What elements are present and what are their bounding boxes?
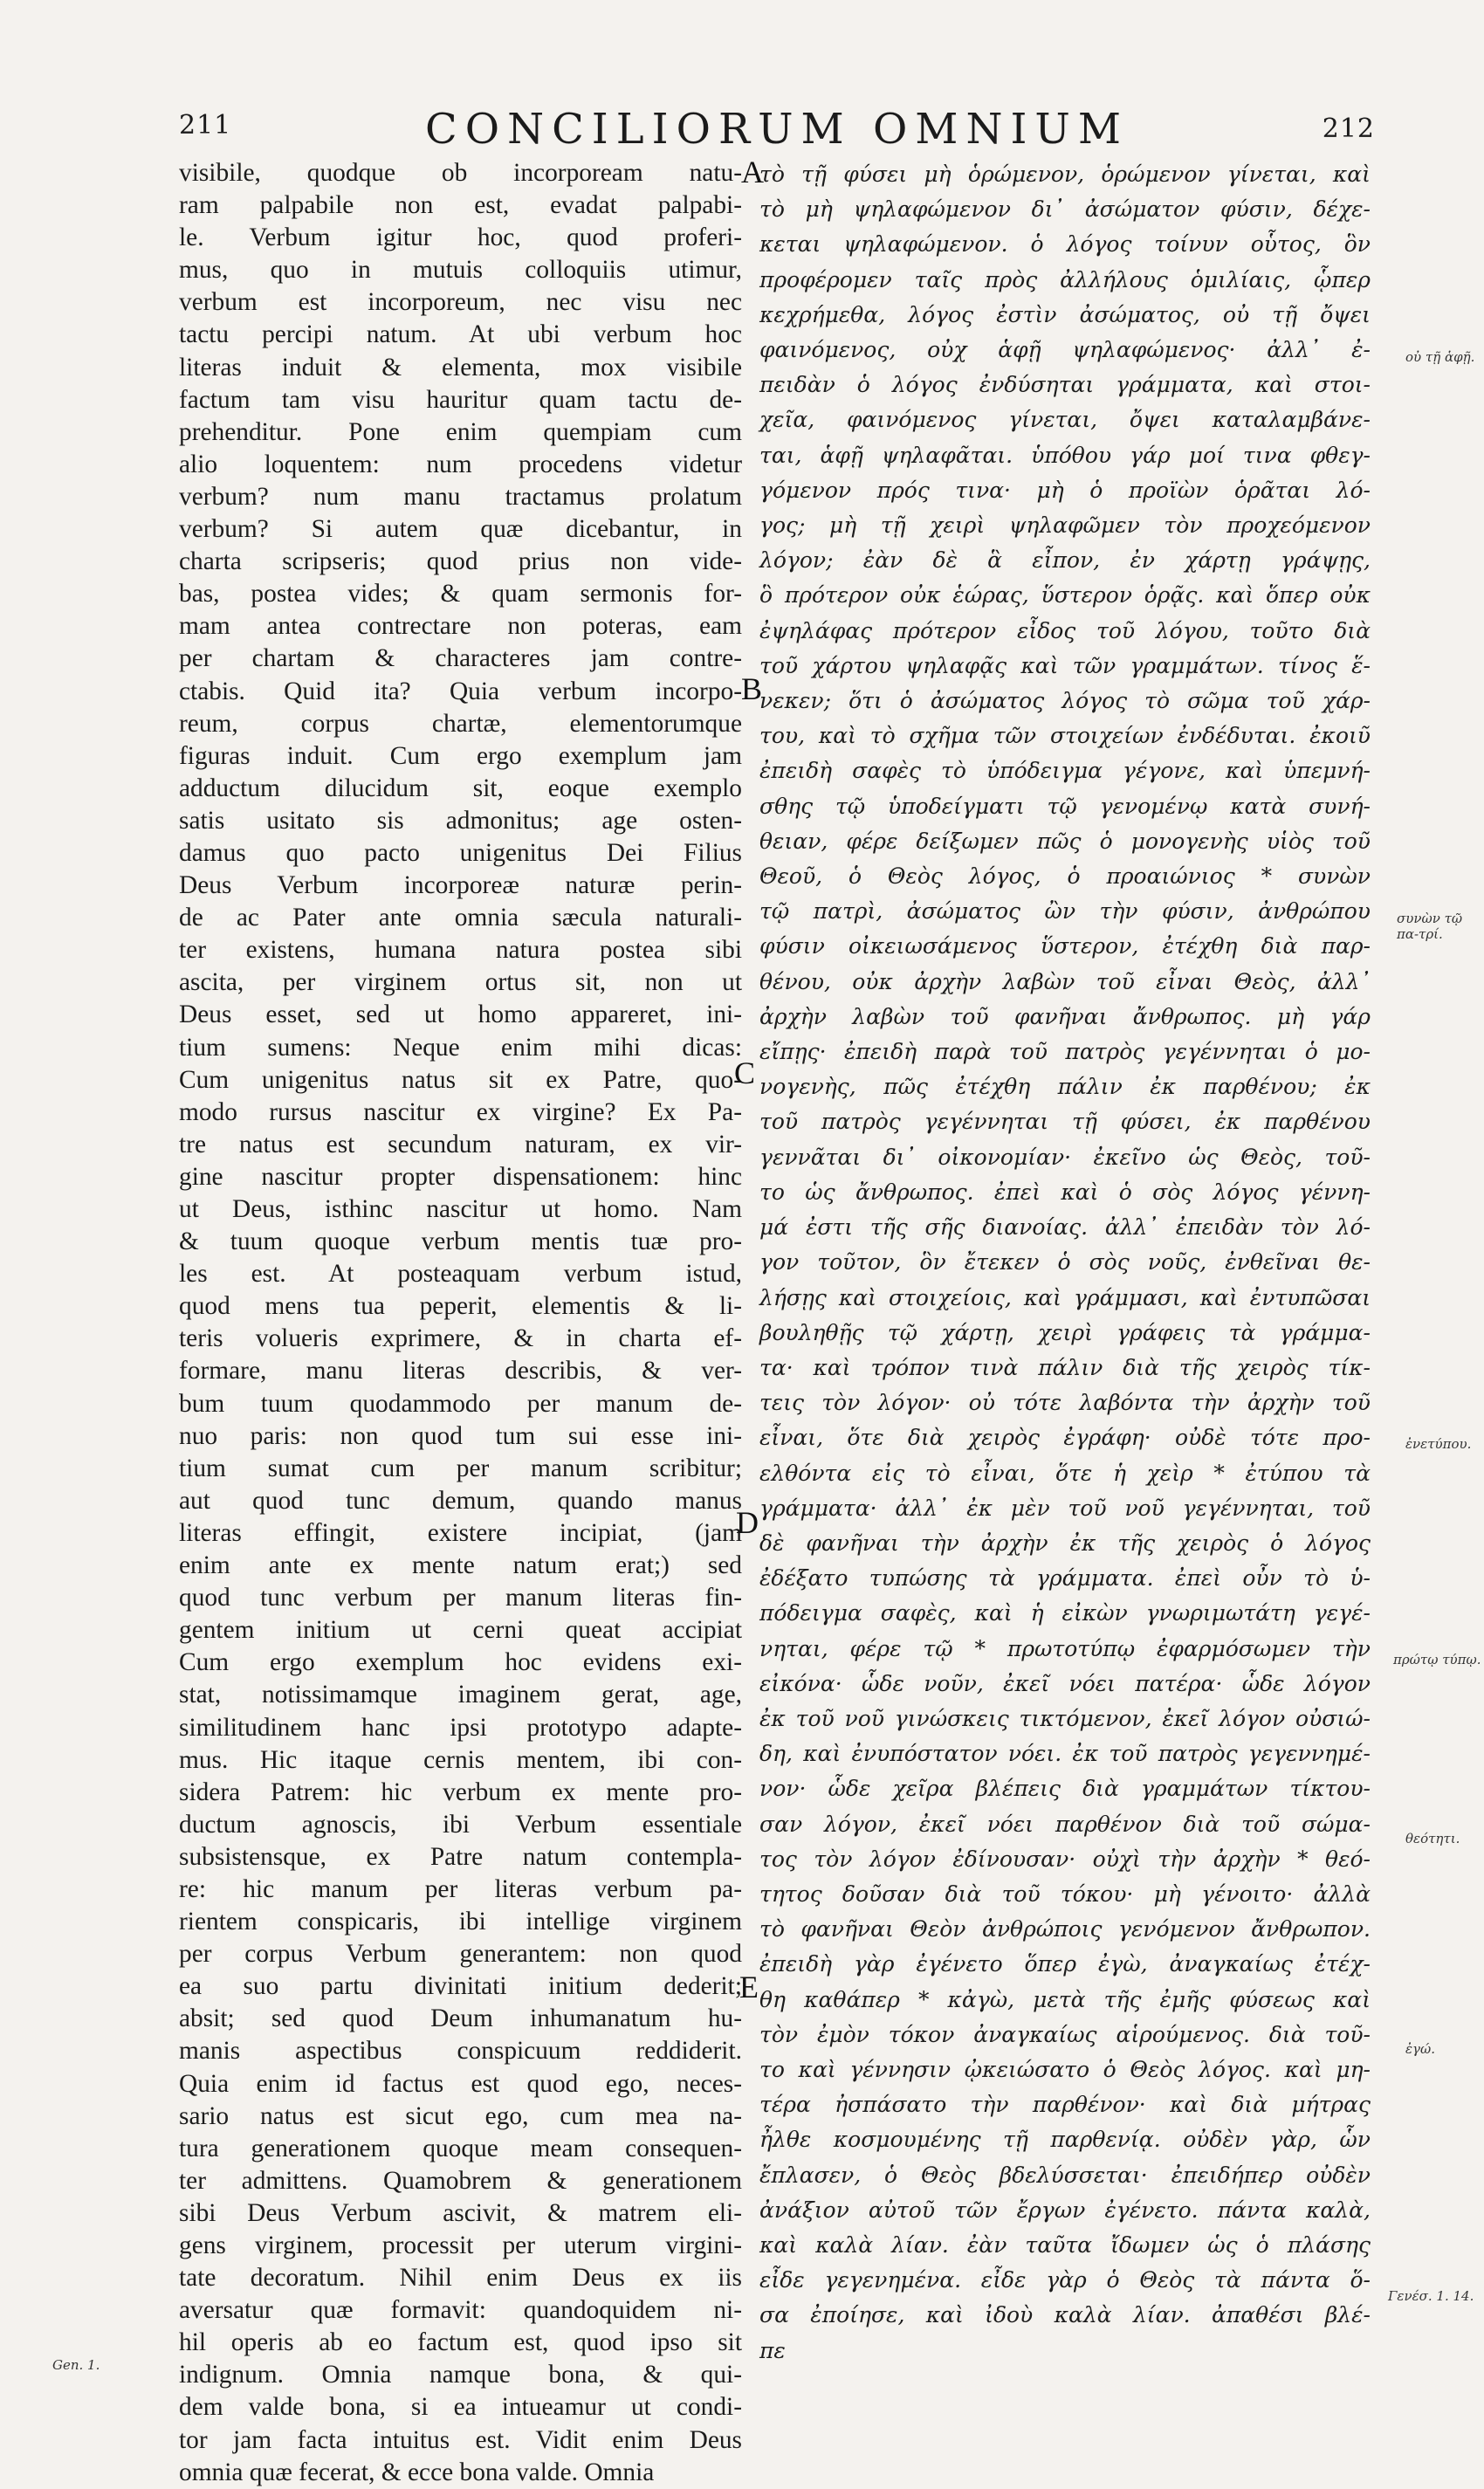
greek-text-line: τὸ μὴ ψηλαφώμενον δι᾽ ἀσώματον φύσιν, δέχε-: [759, 196, 1371, 223]
greek-text-line: πόδειγμα σαφὲς, καὶ ἡ εἰκὼν γνωριμωτάτη γεγέ-: [759, 1600, 1371, 1626]
latin-text-line: & tuum quoque verbum mentis tuæ pro-: [179, 1227, 742, 1256]
latin-text-line: mam antea contrectare non poteras, eam: [179, 612, 742, 641]
greek-text-line: εἶναι, ὅτε διὰ χειρὸς ἐγράφη· οὐδὲ τότε προ-: [759, 1425, 1371, 1451]
latin-text-line: factum tam visu hauritur quam tactu de-: [179, 385, 742, 414]
greek-text-line: τῷ πατρὶ, ἀσώματος ὢν τὴν φύσιν, ἀνθρώπου: [759, 898, 1371, 925]
greek-text-line: φαινόμενος, οὐχ ἁφῇ ψηλαφώμενος· ἀλλ᾽ ἐ-: [759, 337, 1371, 363]
greek-text-line: ἔπλασεν, ὁ Θεὸς βδελύσσεται· ἐπειδήπερ οὐδὲν: [759, 2162, 1371, 2188]
latin-text-line: quod mens tua peperit, elementis & li-: [179, 1292, 742, 1321]
greek-text-line: λήσῃς καὶ στοιχείοις, καὶ γράμμασι, καὶ ἐντυπῶσαι: [759, 1284, 1371, 1310]
section-letter-c: C: [734, 1055, 756, 1090]
latin-text-line: tura generationem quoque meam consequen-: [179, 2134, 742, 2162]
latin-text-line: Deus Verbum incorporeæ naturæ perin-: [179, 871, 742, 900]
latin-text-line: verbum? Si autem quæ dicebantur, in: [179, 515, 742, 544]
greek-text-line: ἀνάξιον αὐτοῦ τῶν ἔργων ἐγένετο. πάντα καλὰ,: [759, 2197, 1371, 2223]
greek-text-line: εἶδε γεγενημένα. εἶδε γὰρ ὁ Θεὸς τὰ πάντα ὅ-: [759, 2267, 1371, 2293]
greek-text-line: σα ἐποίησε, καὶ ἰδοὺ καλὰ λίαν. ἀπαθέσι βλέ-: [759, 2302, 1371, 2328]
latin-text-line: tre natus est secundum naturam, ex vir-: [179, 1130, 742, 1159]
greek-text-line: προφέρομεν ταῖς πρὸς ἀλλήλους ὁμιλίαις, ᾧπερ: [759, 266, 1371, 292]
latin-text-line: gine nascitur propter dispensationem: hinc: [179, 1162, 742, 1191]
greek-text-line: τέρα ἠσπάσατο τὴν παρθένον· καὶ διὰ μήτρας: [759, 2092, 1371, 2118]
latin-text-line: de ac Pater ante omnia sæcula naturali-: [179, 904, 742, 932]
latin-text-line: bum tuum quodammodo per manum de-: [179, 1389, 742, 1418]
latin-text-line: sario natus est sicut ego, cum mea na-: [179, 2101, 742, 2130]
latin-text-line: omnia quæ fecerat, & ecce bona valde. Omnia: [179, 2458, 655, 2486]
greek-text-line: ελθόντα εἰς τὸ εἶναι, ὅτε ἡ χεὶρ * ἐτύπου τὰ: [759, 1460, 1371, 1486]
greek-text-line: τοῦ πατρὸς γεγέννηται τῇ φύσει, ἐκ παρθένου: [759, 1109, 1371, 1135]
latin-text-line: teris volueris exprimere, & in charta ef-: [179, 1324, 742, 1353]
greek-text-line: ἐπειδὴ σαφὲς τὸ ὑπόδειγμα γέγονε, καὶ ὑπεμνή-: [759, 758, 1371, 784]
greek-text-line: θειαν, φέρε δείξωμεν πῶς ὁ μονογενὴς υἱὸς τοῦ: [759, 828, 1371, 854]
latin-text-line: re: hic manum per literas verbum pa-: [179, 1874, 742, 1903]
latin-text-line: figuras induit. Cum ergo exemplum jam: [179, 741, 742, 770]
greek-text-line: ἦλθε κοσμουμένης τῇ παρθενίᾳ. οὐδὲν γὰρ, ὧν: [759, 2127, 1371, 2153]
latin-text-line: rientem conspicaris, ibi intellige virginem: [179, 1908, 742, 1936]
latin-text-line: indignum. Omnia namque bona, & qui-: [179, 2361, 742, 2389]
greek-text-line: εἰκόνα· ὧδε νοῦν, ἐκεῖ νόει πατέρα· ὧδε λόγον: [759, 1670, 1371, 1696]
greek-text-line: Θεοῦ, ὁ Θεὸς λόγος, ὁ προαιώνιος * συνὼν: [759, 863, 1371, 890]
greek-column: [759, 157, 1371, 2375]
greek-text-line: μά ἐστι τῆς σῆς διανοίας. ἀλλ᾽ ἐπειδὰν τὸν λό-: [759, 1214, 1371, 1241]
latin-text-line: gens virginem, processit per uterum virgini-: [179, 2231, 742, 2259]
greek-text-line: τεις τὸν λόγον· οὐ τότε λαβόντα τὴν ἀρχὴν τοῦ: [759, 1390, 1371, 1416]
section-letter-b: B: [741, 671, 763, 706]
section-letter-e: E: [739, 1970, 759, 2004]
left-margin-note: Gen. 1.: [52, 2357, 100, 2373]
latin-text-line: les est. At posteaquam verbum istud,: [179, 1260, 742, 1289]
latin-text-line: modo rursus nascitur ex virgine? Ex Pa-: [179, 1097, 742, 1126]
latin-text-line: dem valde bona, si ea intueamur ut condi-: [179, 2393, 742, 2422]
latin-text-line: manis aspectibus conspicuum reddiderit.: [179, 2037, 742, 2066]
margin-note-5: θεότητι.: [1405, 1831, 1460, 1846]
greek-text-line: βουληθῇς τῷ χάρτῃ, χειρὶ γράφεις τὰ γράμμα-: [759, 1319, 1371, 1345]
latin-text-line: mus, quo in mutuis colloquiis utimur,: [179, 256, 742, 285]
latin-text-line: ter existens, humana natura postea sibi: [179, 936, 742, 965]
latin-text-line: visibile, quodque ob incorpoream natu-: [179, 159, 742, 187]
latin-text-line: tium sumens: Neque enim mihi dicas:: [179, 1033, 742, 1062]
latin-text-line: alio loquentem: num procedens videtur: [179, 450, 742, 478]
latin-text-line: hil operis ab eo factum est, quod ipso sit: [179, 2328, 742, 2357]
greek-text-line: τὸ τῇ φύσει μὴ ὁρώμενον, ὁρώμενον γίνεται, καὶ: [759, 162, 1371, 187]
latin-text-line: literas effingit, existere incipiat, (jam: [179, 1518, 742, 1547]
latin-text-line: ter admittens. Quamobrem & generationem: [179, 2166, 742, 2195]
running-title: CONCILIORUM OMNIUM: [424, 105, 1129, 154]
latin-text-line: adductum dilucidum sit, eoque exemplo: [179, 774, 742, 802]
greek-text-line: σαν λόγον, ἐκεῖ νόει παρθένον διὰ τοῦ σώμα-: [759, 1811, 1371, 1837]
greek-text-line: πε: [759, 2337, 786, 2363]
greek-text-line: λόγον; ἐὰν δὲ ἃ εἶπον, ἐν χάρτῃ γράψῃς,: [759, 547, 1371, 574]
latin-text-line: aversatur quæ formavit: quandoquidem ni-: [179, 2296, 742, 2325]
greek-text-line: ἐπειδὴ γὰρ ἐγένετο ὅπερ ἐγὼ, ἀναγκαίως ἐτέχ-: [759, 1951, 1371, 1977]
greek-text-line: δη, καὶ ἐνυπόστατον νόει. ἐκ τοῦ πατρὸς γεγεννημέ-: [759, 1741, 1371, 1767]
greek-text-line: το καὶ γέννησιν ᾠκειώσατο ὁ Θεὸς λόγος. καὶ μη-: [759, 2056, 1371, 2082]
greek-text-line: γεννᾶται δι᾽ οἰκονομίαν· ἐκεῖνο ὡς Θεὸς, τοῦ-: [759, 1144, 1371, 1170]
greek-text-line: πειδὰν ὁ λόγος ἐνδύσηται γράμματα, καὶ στοι-: [759, 372, 1371, 398]
greek-text-line: θη καθάπερ * κἀγὼ, μετὰ τῆς ἐμῆς φύσεως καὶ: [759, 1986, 1371, 2012]
latin-text-line: prehenditur. Pone enim quempiam cum: [179, 417, 742, 446]
margin-note-6: ἐγώ.: [1405, 2041, 1436, 2057]
latin-text-line: stat, notissimamque imaginem gerat, age,: [179, 1681, 742, 1709]
latin-text-line: ram palpabile non est, evadat palpabi-: [179, 191, 742, 220]
greek-text-line: τὸν ἐμὸν τόκον ἀναγκαίως αἱρούμενος. διὰ τοῦ-: [759, 2021, 1371, 2047]
greek-text-line: του, καὶ τὸ σχῆμα τῶν στοιχείων ἐνδέδυται. ἐκοιῦ: [759, 723, 1371, 749]
latin-text-line: gentem initium ut cerni queat accipiat: [179, 1616, 742, 1645]
latin-text-line: tium sumat cum per manum scribitur;: [179, 1454, 742, 1482]
latin-text-line: Deus esset, sed ut homo appareret, ini-: [179, 1000, 742, 1029]
greek-text-line: εἴπῃς· ἐπειδὴ παρὰ τοῦ πατρὸς γεγέννηται ὁ μο-: [759, 1039, 1371, 1065]
margin-note-3: ἐνετύπου.: [1405, 1436, 1472, 1452]
greek-text-line: τοῦ χάρτου ψηλαφᾷς καὶ τῶν γραμμάτων. τίνος ἕ-: [759, 652, 1371, 678]
latin-text-line: quod tunc verbum per manum literas fin-: [179, 1584, 742, 1612]
greek-text-line: τος τὸν λόγον ἐδίνουσαν· οὐχὶ τὴν ἀρχὴν * θεό-: [759, 1846, 1371, 1872]
section-letter-d: D: [736, 1505, 759, 1540]
latin-text-line: charta scripseris; quod prius non vide-: [179, 547, 742, 576]
greek-text-line: δὲ φανῆναι τὴν ἀρχὴν ἐκ τῆς χειρὸς ὁ λόγος: [759, 1530, 1371, 1556]
latin-text-line: Cum ergo exemplum hoc evidens exi-: [179, 1648, 742, 1677]
greek-text-line: γράμματα· ἀλλ᾽ ἐκ μὲν τοῦ νοῦ γεγέννηται, τοῦ: [759, 1495, 1371, 1521]
latin-text-line: ductum agnoscis, ibi Verbum essentiale: [179, 1810, 742, 1839]
latin-text-line: sibi Deus Verbum ascivit, & matrem eli-: [179, 2198, 742, 2227]
latin-text-line: aut quod tunc demum, quando manus: [179, 1486, 742, 1515]
latin-text-line: Quia enim id factus est quod ego, neces-: [179, 2069, 742, 2098]
greek-text-line: γόμενον πρός τινα· μὴ ὁ προϊὼν ὁρᾶται λό-: [759, 477, 1371, 503]
latin-text-line: verbum est incorporeum, nec visu nec: [179, 288, 742, 317]
greek-text-line: ἐδέξατο τυπώσης τὰ γράμματα. ἐπεὶ οὖν τὸ ὑ-: [759, 1565, 1371, 1592]
greek-text-line: νον· ὧδε χεῖρα βλέπεις διὰ γραμμάτων τίκτου-: [759, 1776, 1371, 1802]
latin-text-line: tactu percipi natum. At ubi verbum hoc: [179, 320, 742, 349]
latin-text-line: mus. Hic itaque cernis mentem, ibi con-: [179, 1745, 742, 1774]
greek-text-line: κεχρήμεθα, λόγος ἐστὶν ἀσώματος, οὐ τῇ ὄψει: [759, 301, 1371, 327]
greek-text-line: ἀρχὴν λαβὼν τοῦ φανῆναι ἄνθρωπος. μὴ γάρ: [759, 1003, 1371, 1029]
greek-text-line: ὃ πρότερον οὐκ ἑώρας, ὕστερον ὁρᾷς. καὶ ὅπερ οὐκ: [759, 582, 1371, 608]
greek-text-line: το ὡς ἄνθρωπος. ἐπεὶ καὶ ὁ σὸς λόγος γέννη-: [759, 1179, 1371, 1205]
latin-text-line: absit; sed quod Deum inhumanatum hu-: [179, 2004, 742, 2033]
latin-text-line: tate decoratum. Nihil enim Deus ex iis: [179, 2264, 742, 2293]
latin-text-line: ascita, per virginem ortus sit, non ut: [179, 968, 742, 997]
latin-text-line: similitudinem hanc ipsi prototypo adapte-: [179, 1713, 742, 1742]
greek-text-line: τητος δοῦσαν διὰ τοῦ τόκου· μὴ γένοιτο· ἀλλὰ: [759, 1881, 1371, 1907]
greek-text-line: κεται ψηλαφώμενον. ὁ λόγος τοίνυν οὗτος, ὃν: [759, 231, 1371, 258]
latin-text-line: per corpus Verbum generantem: non quod: [179, 1940, 742, 1969]
margin-note-1: οὐ τῇ ἁφῇ.: [1405, 349, 1475, 365]
latin-text-line: Cum unigenitus natus sit ex Patre, quo-: [179, 1065, 742, 1094]
latin-text-line: bas, postea vides; & quam sermonis for-: [179, 580, 742, 608]
section-letter-a: A: [741, 155, 764, 189]
margin-note-7: Γενέσ. 1. 14.: [1388, 2288, 1474, 2304]
margin-note-4: πρώτῳ τύπῳ.: [1393, 1652, 1481, 1667]
greek-text-line: καὶ καλὰ λίαν. ἐὰν ταῦτα ἴδωμεν ὡς ὁ πλάσης: [759, 2231, 1371, 2258]
latin-text-line: nuo paris: non quod tum sui esse ini-: [179, 1421, 742, 1450]
latin-text-line: enim ante ex mente natum erat;) sed: [179, 1551, 742, 1580]
latin-text-line: satis usitato sis admonitus; age osten-: [179, 806, 742, 835]
greek-text-line: τα· καὶ τρόπον τινὰ πάλιν διὰ τῆς χειρὸς τίκ-: [759, 1354, 1371, 1380]
latin-text-line: formare, manu literas describis, & ver-: [179, 1357, 742, 1385]
greek-text-line: χεῖα, φαινόμενος γίνεται, ὄψει καταλαμβάνε-: [759, 407, 1371, 433]
greek-text-line: ἐκ τοῦ νοῦ γινώσκεις τικτόμενον, ἐκεῖ λόγον οὐσιώ-: [759, 1705, 1371, 1731]
greek-text-line: γον τοῦτον, ὃν ἔτεκεν ὁ σὸς νοῦς, ἐνθεῖναι θε-: [759, 1249, 1371, 1275]
greek-text-line: τὸ φανῆναι Θεὸν ἀνθρώποις γενόμενον ἄνθρωπον.: [759, 1916, 1371, 1942]
greek-text-line: σθης τῷ ὑποδείγματι τῷ γενομένῳ κατὰ συνή-: [759, 793, 1371, 819]
latin-text-line: ctabis. Quid ita? Quia verbum incorpo-: [179, 677, 742, 705]
margin-note-2: συνὼν τῷ πα-τρί.: [1397, 911, 1463, 942]
greek-text-line: φύσιν οἰκειωσάμενος ὕστερον, ἐτέχθη διὰ παρ-: [759, 933, 1371, 959]
latin-text-line: subsistensque, ex Patre natum contempla-: [179, 1842, 742, 1871]
latin-text-line: ea suo partu divinitati initium dederit;: [179, 1972, 742, 2001]
latin-text-line: reum, corpus chartæ, elementorumque: [179, 709, 742, 738]
greek-text-line: θένου, οὐκ ἀρχὴν λαβὼν τοῦ εἶναι Θεὸς, ἀλλ᾽: [759, 968, 1371, 994]
latin-text-line: literas induit & elementa, mox visibile: [179, 353, 742, 382]
greek-text-line: γος; μὴ τῇ χειρὶ ψηλαφῶμεν τὸν προχεόμενον: [759, 512, 1371, 539]
latin-text-line: ut Deus, isthinc nascitur ut homo. Nam: [179, 1195, 742, 1223]
right-page-number: 212: [1322, 113, 1375, 144]
latin-text-line: tor jam facta intuitus est. Vidit enim Deus: [179, 2425, 742, 2454]
greek-text-line: νεκεν; ὅτι ὁ ἀσώματος λόγος τὸ σῶμα τοῦ χάρ-: [759, 688, 1371, 714]
latin-column: [179, 157, 742, 2486]
greek-text-line: νηται, φέρε τῷ * πρωτοτύπῳ ἐφαρμόσωμεν τὴν: [759, 1635, 1371, 1661]
latin-text-line: sidera Patrem: hic verbum ex mente pro-: [179, 1777, 742, 1806]
latin-text-line: damus quo pacto unigenitus Dei Filius: [179, 838, 742, 867]
latin-text-line: le. Verbum igitur hoc, quod proferi-: [179, 223, 742, 252]
latin-text-line: per chartam & characteres jam contre-: [179, 644, 742, 673]
left-page-number: 211: [179, 110, 232, 141]
greek-text-line: νογενὴς, πῶς ἐτέχθη πάλιν ἐκ παρθένου; ἐκ: [759, 1074, 1371, 1100]
latin-text-line: verbum? num manu tractamus prolatum: [179, 482, 742, 511]
greek-text-line: ἐψηλάφας πρότερον εἶδος τοῦ λόγου, τοῦτο διὰ: [759, 617, 1371, 643]
greek-text-line: ται, ἁφῇ ψηλαφᾶται. ὑπόθου γάρ μοί τινα φθεγ-: [759, 442, 1371, 468]
